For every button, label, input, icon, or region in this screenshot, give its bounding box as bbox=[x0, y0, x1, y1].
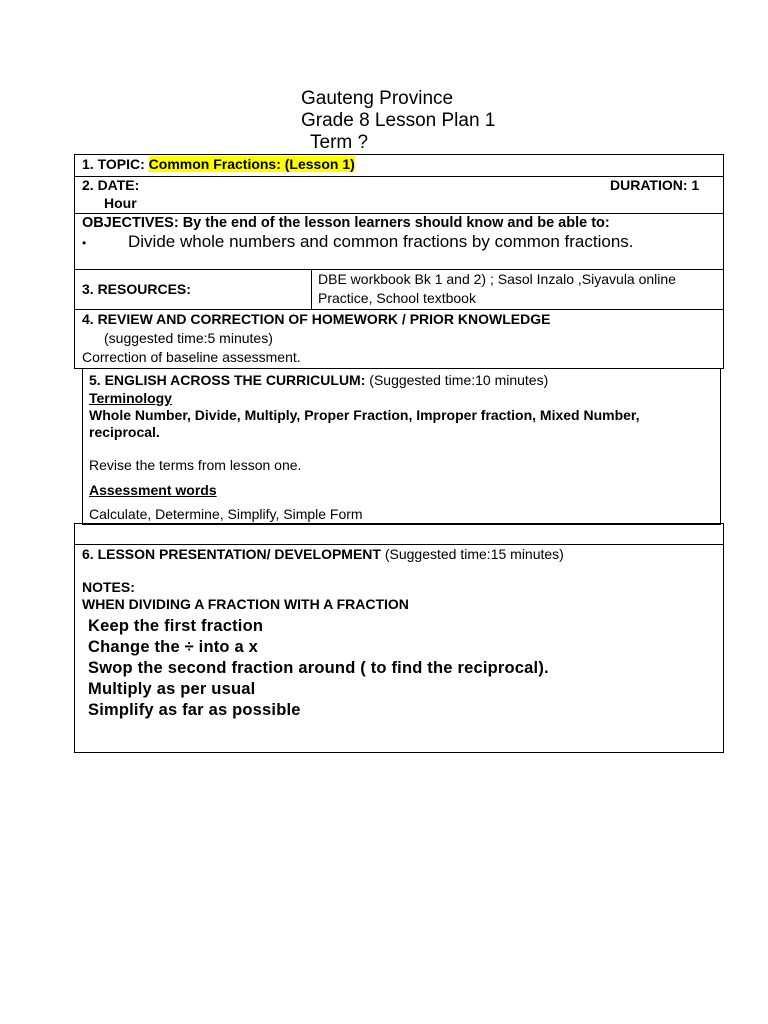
english-heading-row bbox=[89, 372, 548, 389]
date-label: 2. DATE: bbox=[82, 177, 140, 193]
assessment-heading: Assessment words bbox=[89, 482, 217, 498]
lesson-label: 6. LESSON PRESENTATION/ DEVELOPMENT bbox=[82, 546, 381, 562]
notes-label: NOTES: bbox=[82, 579, 135, 595]
divider bbox=[311, 269, 312, 310]
list-item: Multiply as per usual bbox=[88, 680, 256, 698]
topic-value: Common Fractions: (Lesson 1) bbox=[148, 156, 355, 172]
divider bbox=[74, 213, 724, 214]
assessment-words: Calculate, Determine, Simplify, Simple Form bbox=[89, 506, 363, 522]
review-text: Correction of baseline assessment. bbox=[82, 349, 301, 365]
review-time: (suggested time:5 minutes) bbox=[104, 330, 273, 346]
english-time: (Suggested time:10 minutes) bbox=[365, 372, 549, 388]
list-item: Simplify as far as possible bbox=[88, 701, 301, 719]
duration-continuation: Hour bbox=[104, 195, 137, 211]
lesson-time: (Suggested time:15 minutes) bbox=[380, 546, 564, 562]
objectives-bullet: • bbox=[82, 236, 87, 250]
terms-line2: reciprocal. bbox=[89, 424, 160, 440]
list-item: Swop the second fraction around ( to find the reciprocal). bbox=[88, 659, 549, 677]
term-title: Term ? bbox=[310, 132, 369, 153]
review-label: 4. REVIEW AND CORRECTION OF HOMEWORK / PRIOR KNOWLEDGE bbox=[82, 311, 551, 327]
topic-label: 1. TOPIC: bbox=[82, 156, 149, 172]
english-box bbox=[82, 368, 721, 525]
notes-steps-list bbox=[88, 616, 549, 721]
objectives-label: OBJECTIVES: By the end of the lesson learners should know and be able to: bbox=[82, 215, 610, 231]
resources-line1: DBE workbook Bk 1 and 2) ; Sasol Inzalo ,Siyavula online bbox=[318, 271, 676, 287]
lesson-heading-row bbox=[82, 546, 564, 563]
english-label: 5. ENGLISH ACROSS THE CURRICULUM: bbox=[89, 372, 366, 388]
resources-line2: Practice, School textbook bbox=[318, 290, 476, 306]
duration-label: DURATION: 1 bbox=[610, 177, 700, 193]
lesson-plan-title: Grade 8 Lesson Plan 1 bbox=[301, 110, 496, 131]
objectives-item: Divide whole numbers and common fractions by common fractions. bbox=[128, 232, 634, 251]
revise-text: Revise the terms from lesson one. bbox=[89, 457, 302, 473]
province-title: Gauteng Province bbox=[301, 88, 454, 109]
notes-heading: WHEN DIVIDING A FRACTION WITH A FRACTION bbox=[82, 596, 409, 612]
resources-label: 3. RESOURCES: bbox=[82, 281, 191, 297]
document-header bbox=[301, 88, 495, 154]
topic-row bbox=[82, 156, 355, 173]
divider bbox=[74, 544, 724, 545]
list-item: Change the ÷ into a x bbox=[88, 638, 259, 656]
list-item: Keep the first fraction bbox=[88, 617, 264, 635]
terms-line1: Whole Number, Divide, Multiply, Proper Fraction, Improper fraction, Mixed Number, bbox=[89, 407, 640, 423]
terminology-heading: Terminology bbox=[89, 390, 172, 406]
